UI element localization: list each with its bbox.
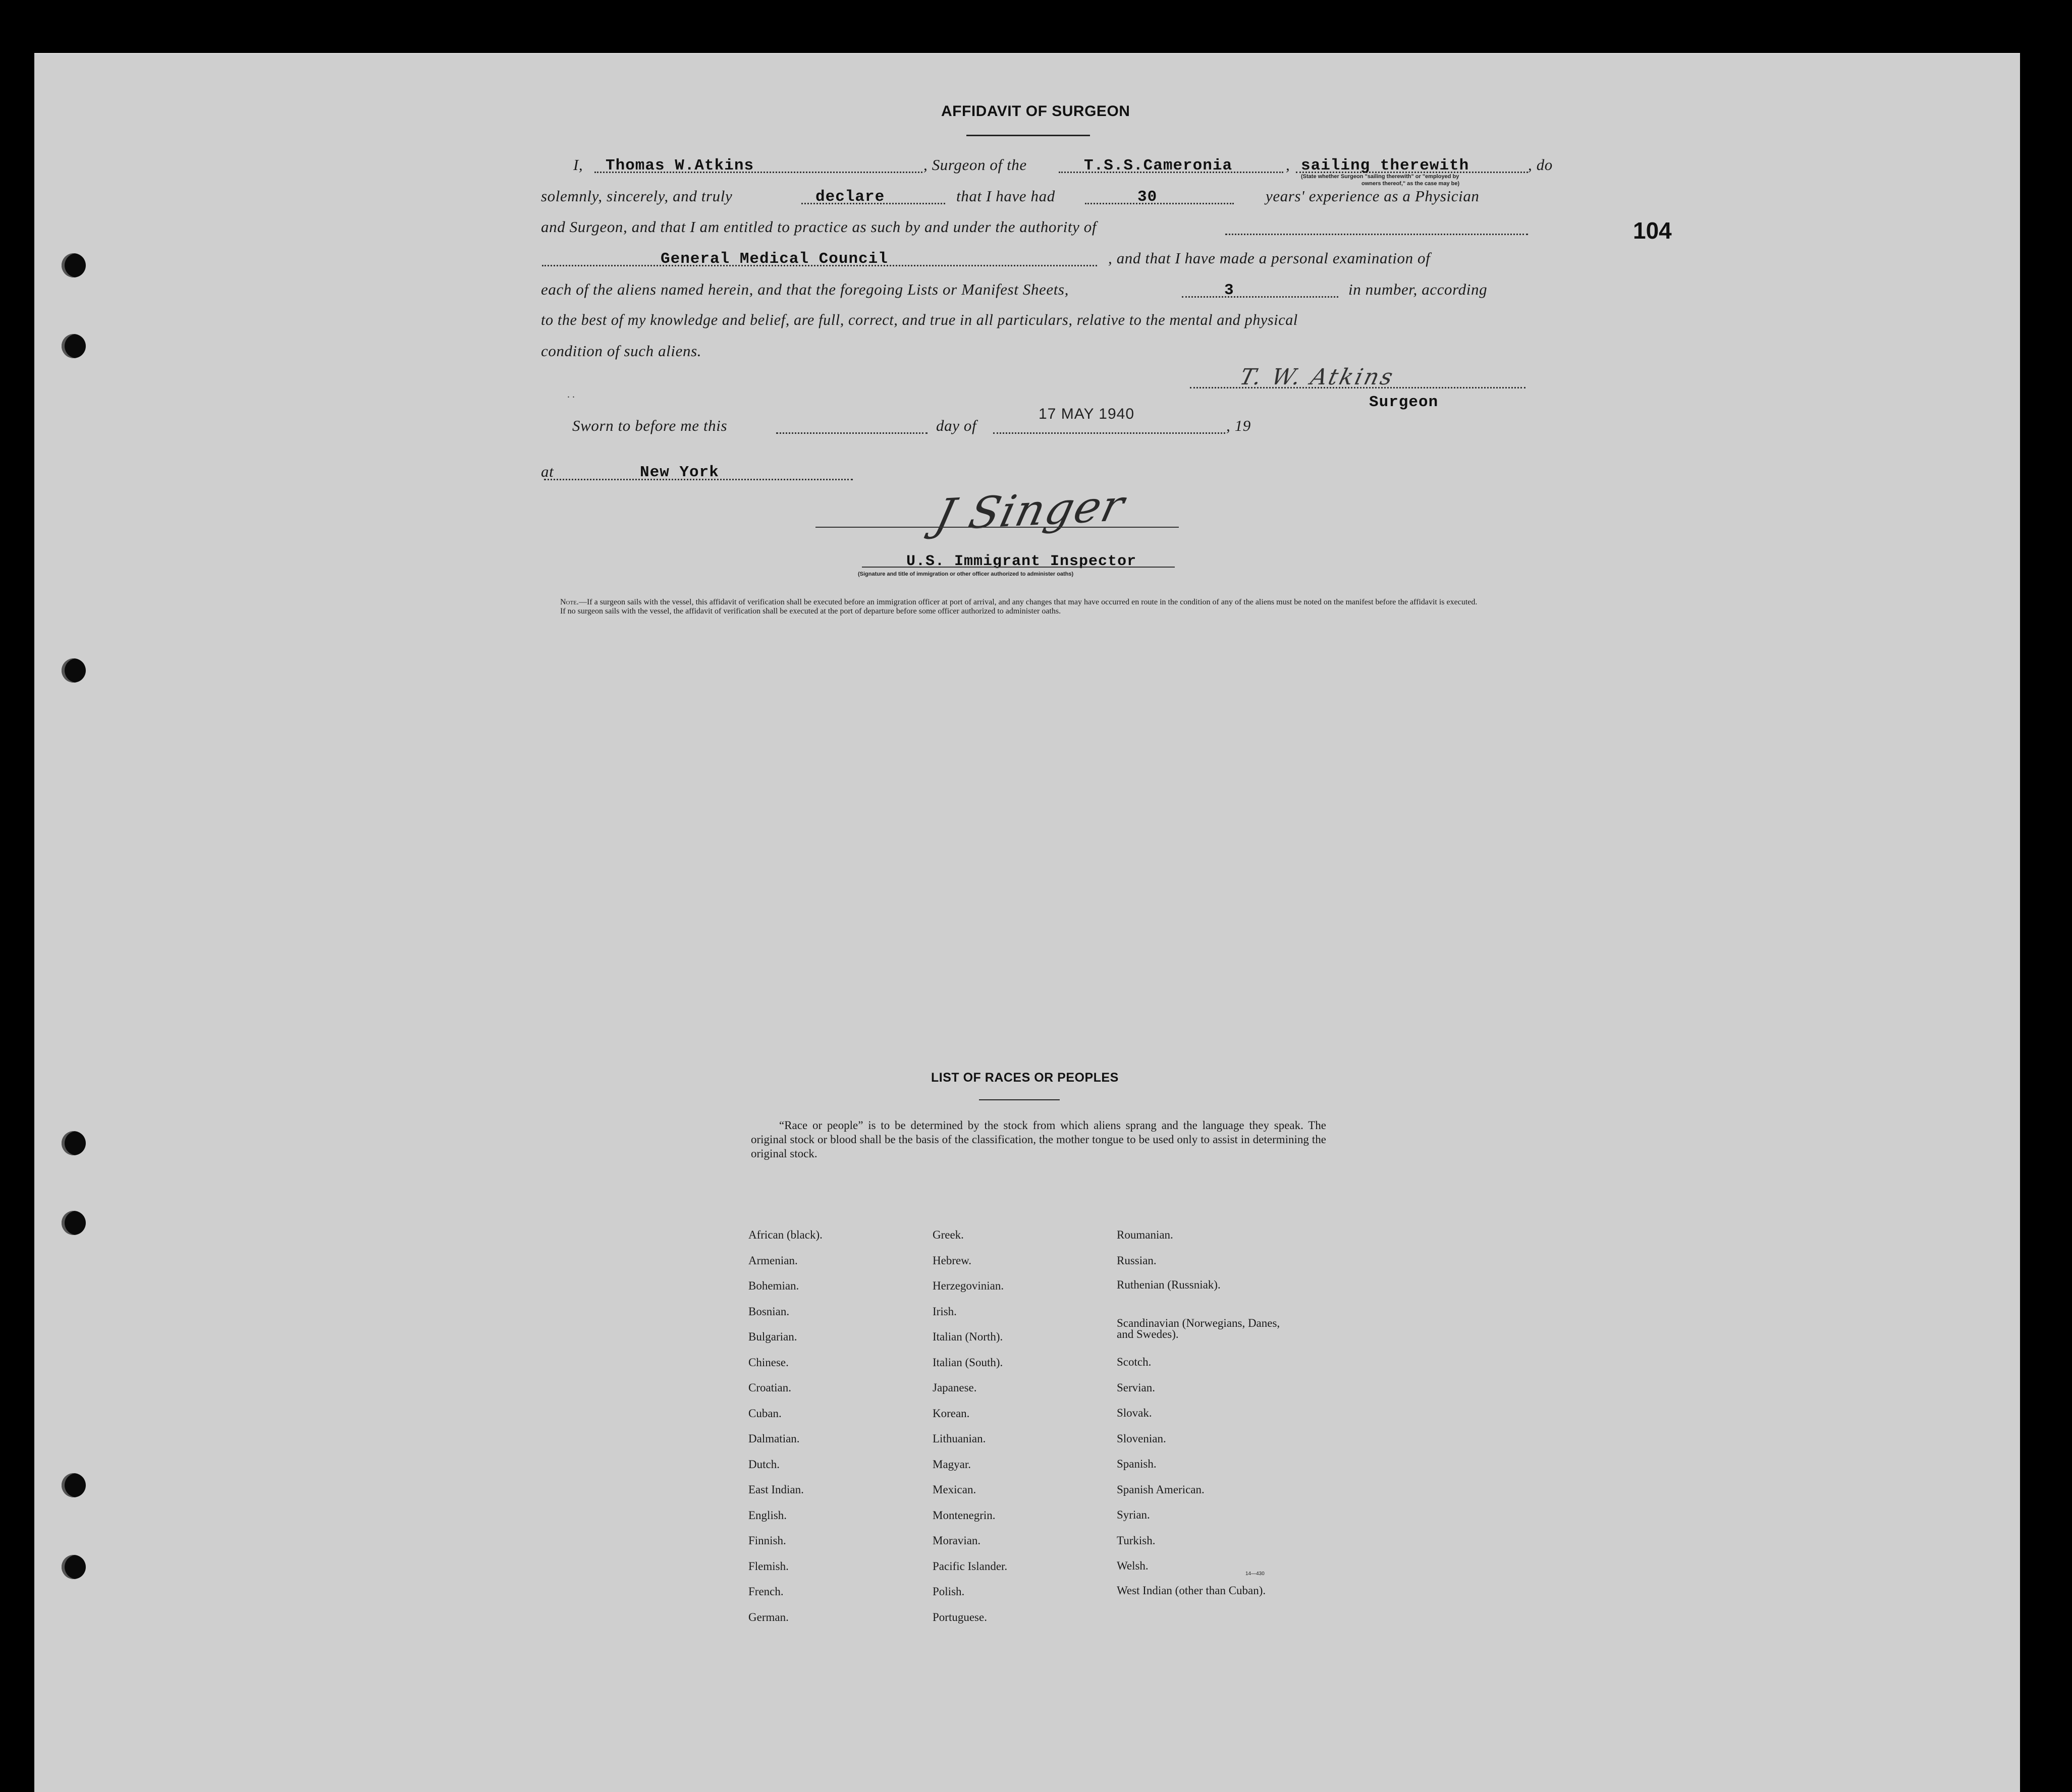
text-19: , 19 xyxy=(1226,417,1251,434)
affidavit-note xyxy=(540,598,1529,616)
text-that-i-have-had: that I have had xyxy=(956,187,1055,205)
races-title: LIST OF RACES OR PEOPLES xyxy=(931,1071,1119,1085)
race-item: Spanish American. xyxy=(1117,1483,1205,1496)
race-item: Italian (North). xyxy=(933,1330,1003,1343)
race-item: Flemish. xyxy=(748,1559,789,1573)
race-item: Dalmatian. xyxy=(748,1432,800,1445)
authority-line-top xyxy=(1225,234,1528,235)
race-item: Herzegovinian. xyxy=(933,1279,1004,1292)
capacity-field[interactable]: sailing therewith xyxy=(1301,157,1469,175)
race-item: Russian. xyxy=(1117,1254,1157,1267)
text-i: I, xyxy=(573,156,583,174)
race-item: Mexican. xyxy=(933,1483,976,1496)
ship-field[interactable]: T.S.S.Cameronia xyxy=(1084,157,1233,175)
race-item: Servian. xyxy=(1117,1381,1156,1394)
race-item: Chinese. xyxy=(748,1356,789,1369)
manifest-page xyxy=(34,53,2020,1792)
inspector-caption: (Signature and title of immigration or other officer authorized to administer oaths) xyxy=(858,571,1074,577)
race-item: Korean. xyxy=(933,1407,970,1420)
surgeon-signature: T. W. Atkins xyxy=(1237,364,1398,390)
race-item: Scotch. xyxy=(1117,1356,1152,1368)
surgeon-label: Surgeon xyxy=(1369,394,1439,411)
sheets-field[interactable]: 3 xyxy=(1224,282,1234,299)
race-item: Cuban. xyxy=(748,1407,782,1420)
binder-hole xyxy=(62,253,86,277)
binder-hole xyxy=(62,1555,86,1579)
race-item: Spanish. xyxy=(1117,1458,1157,1470)
race-item: French. xyxy=(748,1585,784,1598)
binder-hole xyxy=(62,1473,86,1497)
capacity-note-1: (State whether Surgeon "sailing therewith" or "employed by xyxy=(1301,174,1459,180)
years-field[interactable]: 30 xyxy=(1137,188,1158,206)
inspector-signature-line xyxy=(815,527,1179,528)
race-item: Hebrew. xyxy=(933,1254,972,1267)
binder-hole xyxy=(62,1211,86,1235)
inspector-title-line xyxy=(862,567,1175,568)
race-item: Japanese. xyxy=(933,1381,977,1394)
race-item: Bohemian. xyxy=(748,1279,799,1292)
authority-field[interactable]: General Medical Council xyxy=(661,250,888,268)
binder-hole xyxy=(62,1131,86,1155)
capacity-note-2: owners thereof," as the case may be) xyxy=(1361,181,1460,187)
race-item: Bosnian. xyxy=(748,1305,790,1318)
races-title-underline xyxy=(979,1099,1060,1100)
inspector-title: U.S. Immigrant Inspector xyxy=(906,553,1137,570)
race-item: Finnish. xyxy=(748,1534,786,1547)
binder-hole xyxy=(62,658,86,683)
years-line xyxy=(1085,203,1234,204)
race-item: Slovak. xyxy=(1117,1407,1152,1419)
race-item: Welsh. xyxy=(1117,1559,1149,1572)
text-personal-exam: , and that I have made a personal examination of xyxy=(1108,249,1431,267)
race-item: Dutch. xyxy=(748,1458,780,1471)
race-item: Italian (South). xyxy=(933,1356,1003,1369)
race-item: African (black). xyxy=(748,1228,823,1241)
text-at: at xyxy=(541,463,554,480)
text-to-the-best: to the best of my knowledge and belief, are full, correct, and true in all particulars, relative to the mental and physical xyxy=(541,311,1298,328)
form-number: 14—430 xyxy=(1245,1571,1265,1577)
race-item: Croatian. xyxy=(748,1381,791,1394)
text-and-surgeon: and Surgeon, and that I am entitled to practice as such by and under the authority of xyxy=(541,218,1097,236)
race-item: Pacific Islander. xyxy=(933,1559,1008,1573)
note-label: Note. xyxy=(560,598,579,606)
race-item: German. xyxy=(748,1610,789,1623)
text-each-alien: each of the aliens named herein, and that the foregoing Lists or Manifest Sheets, xyxy=(541,281,1069,298)
race-item: Scandinavian (Norwegians, Danes, and Swedes). xyxy=(1117,1316,1280,1340)
race-item: Polish. xyxy=(933,1585,965,1598)
dotted-mark: . . xyxy=(567,389,575,400)
location-field[interactable]: New York xyxy=(640,464,719,481)
text-in-number: in number, according xyxy=(1348,281,1488,298)
race-item: Ruthenian (Russniak). xyxy=(1117,1278,1221,1291)
inspector-signature: J Singer xyxy=(930,480,1130,541)
race-item: Lithuanian. xyxy=(933,1432,986,1445)
race-item: Turkish. xyxy=(1117,1534,1156,1547)
title-underline xyxy=(966,135,1090,136)
binder-hole xyxy=(62,334,86,358)
text-do: , do xyxy=(1528,156,1553,174)
sworn-date-stamp[interactable]: 17 MAY 1940 xyxy=(1039,406,1135,422)
race-item: Montenegrin. xyxy=(933,1508,996,1522)
race-item: English. xyxy=(748,1508,787,1522)
text-comma: , xyxy=(1286,156,1290,174)
verb-field[interactable]: declare xyxy=(815,188,885,206)
sheets-line xyxy=(1182,296,1338,298)
race-item: Magyar. xyxy=(933,1458,971,1471)
race-item: Slovenian. xyxy=(1117,1432,1166,1445)
race-item: Moravian. xyxy=(933,1534,981,1547)
sworn-month-line xyxy=(993,432,1225,434)
race-item: West Indian (other than Cuban). xyxy=(1117,1584,1266,1597)
race-item: Roumanian. xyxy=(1117,1228,1173,1241)
surgeon-name-field[interactable]: Thomas W.Atkins xyxy=(606,157,754,175)
note-text-2: If no surgeon sails with the vessel, the affidavit of verification shall be executed at the port of departure before some officer authorized to administer oaths. xyxy=(560,607,1061,615)
note-text-1: —If a surgeon sails with the vessel, this affidavit of verification shall be executed before an immigration officer at port of arrival, and any changes that may have occurred en route in the condition of any of the aliens must be noted on the manifest before the affidavit is executed. xyxy=(578,598,1478,606)
race-item: Bulgarian. xyxy=(748,1330,797,1343)
text-surgeon-of: , Surgeon of the xyxy=(923,156,1027,174)
text-solemnly: solemnly, sincerely, and truly xyxy=(541,187,733,205)
text-condition: condition of such aliens. xyxy=(541,342,702,360)
page-number: 104 xyxy=(1633,217,1672,244)
races-intro: “Race or people” is to be determined by the stock from which aliens sprang and the language they speak. The original stock or blood shall be the basis of the classification, the mother tongue to be used only to assist in determining the original stock. xyxy=(751,1119,1326,1160)
text-years-experience: years' experience as a Physician xyxy=(1266,187,1480,205)
sworn-day-line xyxy=(776,432,928,434)
race-item: Syrian. xyxy=(1117,1508,1150,1521)
text-day-of: day of xyxy=(936,417,977,434)
text-sworn: Sworn to before me this xyxy=(572,417,728,434)
race-item: Greek. xyxy=(933,1228,964,1241)
race-item: Portuguese. xyxy=(933,1610,987,1623)
race-item: East Indian. xyxy=(748,1483,804,1496)
affidavit-title: AFFIDAVIT OF SURGEON xyxy=(941,103,1130,120)
race-item: Irish. xyxy=(933,1305,957,1318)
race-item: Armenian. xyxy=(748,1254,798,1267)
